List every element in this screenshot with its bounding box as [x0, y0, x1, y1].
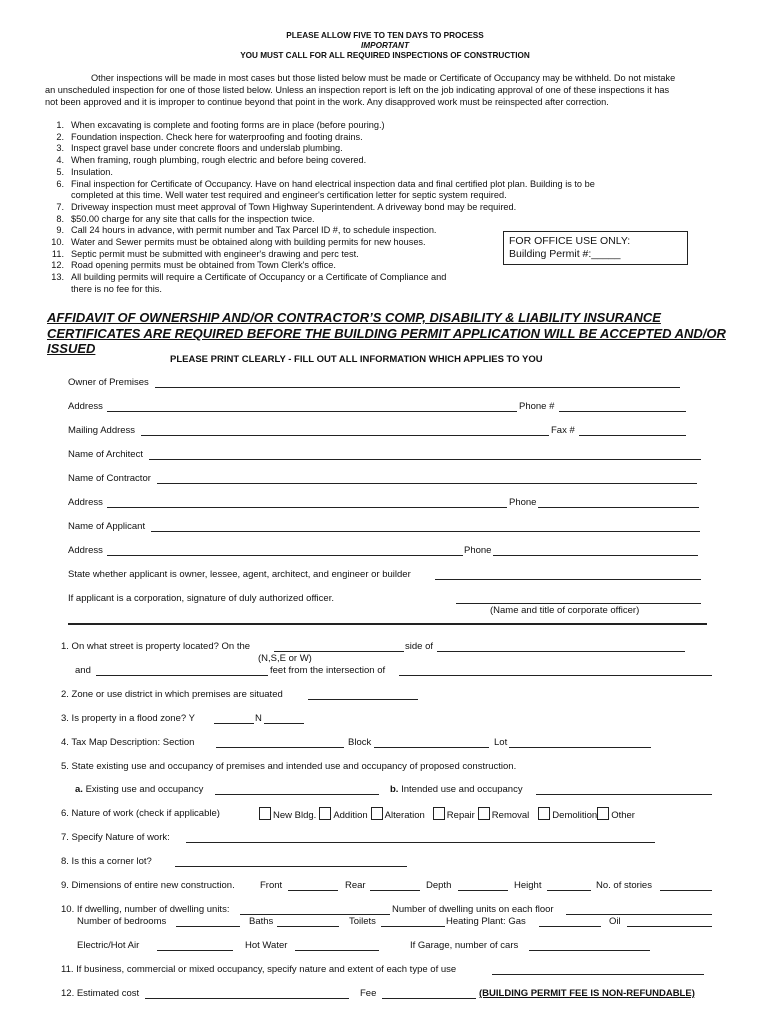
architect-field[interactable] [149, 459, 701, 460]
non-refundable-note: (BUILDING PERMIT FEE IS NON-REFUNDABLE) [479, 988, 695, 999]
q9-rear-field[interactable] [370, 890, 420, 891]
q10-label: 10. If dwelling, number of dwelling units: [61, 904, 230, 915]
office-use-box [503, 231, 688, 265]
inspection-number: 12. [51, 260, 64, 271]
applicant-type-label: State whether applicant is owner, lessee, agent, architect, and engineer or builder [68, 569, 411, 580]
corporation-officer-field[interactable] [456, 603, 701, 604]
inspection-item [50, 272, 595, 284]
applicant-address-label: Address [68, 545, 103, 556]
q5-label: 5. State existing use and occupancy of premises and intended use and occupancy of proposed construction. [61, 761, 517, 772]
contractor-field[interactable] [157, 483, 697, 484]
owner-field[interactable] [155, 387, 680, 388]
q10-garage-label: If Garage, number of cars [410, 940, 519, 951]
inspection-number: 9. [56, 225, 64, 236]
mailing-address-field[interactable] [141, 435, 549, 436]
q9-depth-label: Depth [426, 880, 452, 891]
header-inspections: YOU MUST CALL FOR ALL REQUIRED INSPECTIONS OF CONSTRUCTION [240, 51, 530, 60]
work-type-label: Alteration [384, 810, 425, 821]
checkbox[interactable] [478, 807, 490, 820]
inspection-text: All building permits will require a Certificate of Occupancy or a Certificate of Compliance and [71, 272, 447, 283]
q10-toilets-field[interactable] [381, 926, 445, 927]
inspection-text: Insulation. [71, 166, 113, 177]
q9-height-label: Height [514, 880, 542, 891]
inspection-text: When excavating is complete and footing forms are in place (before pouring.) [71, 120, 385, 130]
inspection-text: there is no fee for this. [71, 283, 162, 294]
q9-front-label: Front [260, 880, 283, 891]
inspection-item [50, 132, 595, 144]
q10-hot-water-label: Hot Water [245, 940, 288, 951]
checkbox[interactable] [259, 807, 271, 820]
q4-block-field[interactable] [374, 747, 489, 748]
inspection-number: 8. [56, 213, 64, 224]
q12-label: 12. Estimated cost [61, 988, 140, 999]
header-process-time: PLEASE ALLOW FIVE TO TEN DAYS TO PROCESS [286, 31, 484, 40]
checkbox[interactable] [371, 807, 383, 820]
q4-section-field[interactable] [216, 747, 344, 748]
q9-rear-label: Rear [345, 880, 366, 891]
affidavit-notice: AFFIDAVIT OF OWNERSHIP AND/OR CONTRACTOR’S COMP, DISABILITY & LIABILITY INSURANCE CERTIFICATES ARE REQUIRED BEFORE THE BUILDING PERMIT APPLICATION WILL BE ACCEPTED AND/OR ISSUED [47, 310, 726, 356]
work-type-label: Repair [446, 810, 475, 821]
architect-label: Name of Architect [68, 449, 143, 460]
q12-cost-field[interactable] [145, 998, 349, 999]
q10-floor-units-label: Number of dwelling units on each floor [392, 904, 554, 915]
q3-yes-field[interactable] [214, 723, 254, 724]
contractor-label: Name of Contractor [68, 473, 151, 484]
q3-no-field[interactable] [264, 723, 304, 724]
q10-units-field[interactable] [240, 914, 390, 915]
building-permit-number: Building Permit #:_____ [509, 248, 621, 260]
inspection-text: Call 24 hours in advance, with permit number and Tax Parcel ID #, to schedule inspection. [71, 225, 437, 236]
inspection-text: Foundation inspection. Check here for waterproofing and footing drains. [71, 131, 363, 142]
inspection-text: Septic permit must be submitted with engineer's drawing and perc test. [71, 248, 359, 259]
checkbox[interactable] [319, 807, 331, 820]
q5b-intended-field[interactable] [536, 794, 712, 795]
checkbox[interactable] [597, 807, 609, 820]
applicant-address-field[interactable] [107, 555, 463, 556]
q9-depth-field[interactable] [458, 890, 508, 891]
q1-intersection-field[interactable] [399, 675, 712, 676]
inspection-item [50, 143, 595, 155]
q10-bedrooms-label: Number of bedrooms [77, 916, 167, 927]
corporate-officer-note: (Name and title of corporate officer) [490, 605, 640, 616]
inspection-item [50, 155, 595, 167]
inspection-text: Driveway inspection must meet approval of Town Highway Superintendent. A driveway bond may be required. [71, 201, 517, 212]
print-clearly-note: PLEASE PRINT CLEARLY - FILL OUT ALL INFORMATION WHICH APPLIES TO YOU [170, 354, 543, 365]
q10-oil-label: Oil [609, 916, 621, 927]
q2-label: 2. Zone or use district in which premises are situated [61, 689, 283, 700]
q10-heating-label: Heating Plant: Gas [446, 916, 526, 927]
q1-label: 1. On what street is property located? On the [61, 641, 251, 652]
q5a-label: a. Existing use and occupancy [75, 784, 204, 795]
inspection-item [50, 167, 595, 179]
inspection-item [50, 179, 595, 191]
inspection-number: 6. [56, 178, 64, 189]
q1-street-field[interactable] [437, 651, 685, 652]
owner-label: Owner of Premises [68, 377, 149, 388]
work-type-label: Addition [333, 810, 368, 821]
work-type-option[interactable] [433, 810, 475, 821]
q12-fee-field[interactable] [382, 998, 476, 999]
q9-front-field[interactable] [288, 890, 338, 891]
inspection-text: Inspect gravel base under concrete floors and underslab plumbing. [71, 143, 343, 154]
q7-nature-field[interactable] [186, 842, 655, 843]
intro-line-2: an unscheduled inspection for one of those listed below. Unless an inspection report is left on the job indicating approval of one of these inspections it has [45, 85, 670, 95]
q10-electric-field[interactable] [157, 950, 233, 951]
q9-stories-field[interactable] [660, 890, 712, 891]
inspection-item [50, 214, 595, 226]
work-type-option[interactable] [478, 810, 530, 821]
address-label: Address [68, 401, 103, 412]
q10-gas-field[interactable] [539, 926, 601, 927]
inspection-item [50, 120, 595, 132]
work-type-label: Other [611, 810, 635, 821]
inspection-text: Road opening permits must be obtained from Town Clerk's office. [71, 260, 336, 271]
q5b-label: b. Intended use and occupancy [390, 784, 523, 795]
q7-label: 7. Specify Nature of work: [61, 832, 170, 843]
inspection-text: $50.00 charge for any site that calls for the inspection twice. [71, 213, 315, 224]
mailing-address-label: Mailing Address [68, 425, 136, 436]
contractor-address-field[interactable] [107, 507, 507, 508]
q1-feet-label: feet from the intersection of [270, 665, 386, 676]
work-type-option[interactable] [538, 810, 597, 821]
inspection-text: When framing, rough plumbing, rough electric and before being covered. [71, 155, 367, 166]
q1-feet-field[interactable] [96, 675, 268, 676]
q5a-existing-field[interactable] [215, 794, 379, 795]
applicant-field[interactable] [151, 531, 700, 532]
q4-lot-field[interactable] [509, 747, 651, 748]
inspection-number: 2. [56, 131, 64, 142]
phone-label: Phone # [519, 401, 555, 412]
q9-stories-label: No. of stories [596, 880, 652, 891]
inspection-item [50, 190, 595, 202]
q2-zone-field[interactable] [308, 699, 418, 700]
work-type-option[interactable] [259, 810, 316, 821]
contractor-phone-field[interactable] [538, 507, 699, 508]
contractor-address-label: Address [68, 497, 103, 508]
q10-oil-field[interactable] [627, 926, 712, 927]
q11-label: 11. If business, commercial or mixed occupancy, specify nature and extent of each type of use [61, 964, 457, 975]
inspection-number: 3. [56, 143, 64, 154]
address-field[interactable] [107, 411, 517, 412]
q10-electric-label: Electric/Hot Air [77, 940, 140, 951]
work-type-label: Demolition [552, 810, 598, 821]
q1-side-label: side of [405, 641, 433, 652]
inspection-text: Water and Sewer permits must be obtained along with building permits for new houses. [71, 237, 426, 248]
phone-field[interactable] [559, 411, 686, 412]
inspection-list [50, 120, 595, 296]
inspection-text: completed at this time. Well water test required and engineer's certification letter for septic system required. [71, 190, 507, 201]
q4-lot-label: Lot [494, 737, 508, 748]
inspection-text: Final inspection for Certificate of Occupancy. Have on hand electrical inspection data and final certified plot plan. Building is to be [71, 178, 595, 189]
inspection-number: 11. [51, 248, 64, 259]
q10-floor-units-field[interactable] [566, 914, 712, 915]
inspection-item [50, 284, 595, 296]
corporation-label: If applicant is a corporation, signature of duly authorized officer. [68, 593, 334, 604]
q1-and-label: and [75, 665, 91, 676]
work-type-option[interactable] [371, 810, 425, 821]
work-type-label: Removal [491, 810, 530, 821]
q9-height-field[interactable] [547, 890, 591, 891]
intro-line-1: Other inspections will be made in most cases but those listed below must be made or Certificate of Occupancy may be withheld. Do not mistake [91, 73, 676, 83]
inspection-item [50, 202, 595, 214]
contractor-phone-label: Phone [509, 497, 537, 508]
section-divider [68, 623, 707, 625]
checkbox[interactable] [538, 807, 550, 820]
q4-block-label: Block [348, 737, 372, 748]
fax-label: Fax # [551, 425, 575, 436]
q10-bedrooms-field[interactable] [176, 926, 240, 927]
q10-baths-label: Baths [249, 916, 274, 927]
q6-label: 6. Nature of work (check if applicable) [61, 808, 220, 819]
q10-garage-field[interactable] [529, 950, 650, 951]
q10-toilets-label: Toilets [349, 916, 376, 927]
header-important: IMPORTANT [361, 41, 409, 50]
inspection-number: 7. [56, 201, 64, 212]
q11-use-field[interactable] [492, 974, 704, 975]
q3-no-label: N [255, 713, 262, 724]
q9-label: 9. Dimensions of entire new construction. [61, 880, 235, 891]
fax-field[interactable] [579, 435, 686, 436]
q1-side-field[interactable] [274, 651, 404, 652]
checkbox[interactable] [433, 807, 445, 820]
work-type-label: New Bldg. [273, 810, 317, 821]
q3-label: 3. Is property in a flood zone? Y [61, 713, 195, 724]
applicant-label: Name of Applicant [68, 521, 146, 532]
q12-fee-label: Fee [360, 988, 377, 999]
q10-baths-field[interactable] [277, 926, 339, 927]
work-type-option[interactable] [319, 810, 367, 821]
q10-hot-water-field[interactable] [295, 950, 379, 951]
work-type-options [259, 807, 635, 821]
inspection-number: 4. [56, 155, 64, 166]
applicant-phone-field[interactable] [493, 555, 698, 556]
office-use-label: FOR OFFICE USE ONLY: [509, 235, 631, 247]
applicant-phone-label: Phone [464, 545, 492, 556]
q1-direction-note: (N,S,E or W) [258, 653, 312, 664]
inspection-number: 5. [56, 166, 64, 177]
applicant-type-field[interactable] [435, 579, 701, 580]
q4-label: 4. Tax Map Description: Section [61, 737, 195, 748]
inspection-number: 13. [51, 272, 64, 283]
inspection-number: 10. [51, 237, 64, 248]
q8-corner-field[interactable] [175, 866, 407, 867]
intro-line-3: not been approved and it is improper to continue beyond that point in the work. Any disapproved work must be reinspected after correction. [45, 97, 609, 107]
q8-label: 8. Is this a corner lot? [61, 856, 152, 867]
inspection-number: 1. [56, 120, 64, 130]
work-type-option[interactable] [597, 810, 635, 821]
